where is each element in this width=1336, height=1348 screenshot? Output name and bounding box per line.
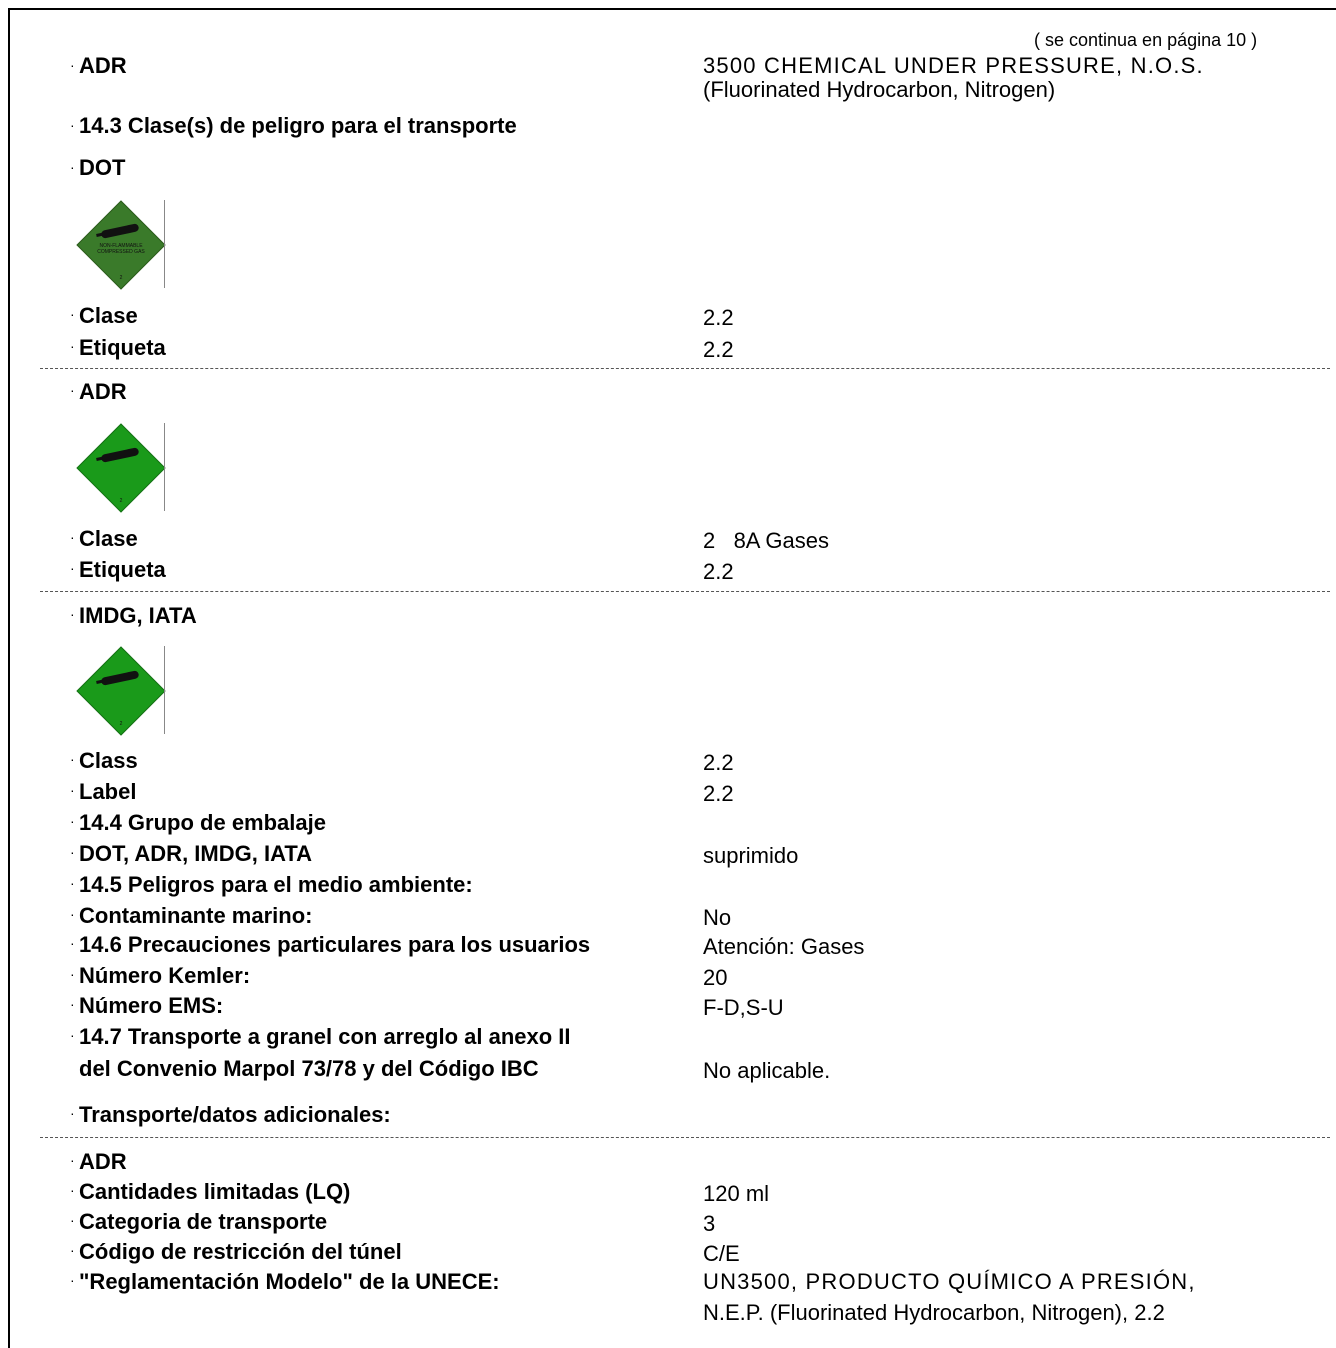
imdg-label-value: 2.2 bbox=[703, 781, 734, 806]
bullet: · bbox=[70, 159, 75, 175]
bullet: · bbox=[70, 338, 75, 354]
adr-heading: ADR bbox=[79, 379, 127, 404]
adr-top-value-line1: 3500 CHEMICAL UNDER PRESSURE, N.O.S. bbox=[703, 53, 1204, 78]
bullet: · bbox=[70, 813, 75, 829]
adr-hazard-pictogram bbox=[75, 422, 167, 514]
unece-value-line2: N.E.P. (Fluorinated Hydrocarbon, Nitrogen), 2.2 bbox=[703, 1300, 1165, 1325]
adr-extra-heading: ADR bbox=[79, 1149, 127, 1174]
dashed-divider bbox=[40, 1137, 1330, 1138]
bullet: · bbox=[70, 1242, 75, 1258]
bullet: · bbox=[70, 751, 75, 767]
imdg-hazard-pictogram bbox=[75, 645, 167, 737]
pictogram-divider bbox=[164, 646, 165, 734]
bullet: · bbox=[70, 996, 75, 1012]
bullet: · bbox=[70, 560, 75, 576]
section-14-6-label: 14.6 Precauciones particulares para los usuarios bbox=[79, 932, 591, 957]
transport-category-label: Categoria de transporte bbox=[79, 1209, 328, 1234]
pictogram-text-1: NON-FLAMMABLE bbox=[99, 243, 143, 249]
imdg-class-value: 2.2 bbox=[703, 750, 734, 775]
dot-hazard-pictogram bbox=[75, 199, 167, 291]
imdg-label-label: Label bbox=[79, 779, 137, 804]
dot-etiqueta-value: 2.2 bbox=[703, 337, 734, 362]
adr-clase-label: Clase bbox=[79, 526, 138, 551]
section-14-4-heading: 14.4 Grupo de embalaje bbox=[79, 810, 326, 835]
section-14-7-line2: del Convenio Marpol 73/78 y del Código IBC bbox=[79, 1056, 539, 1081]
kemler-label: Número Kemler: bbox=[79, 963, 251, 988]
packing-group-label: DOT, ADR, IMDG, IATA bbox=[79, 841, 313, 866]
adr-etiqueta-value: 2.2 bbox=[703, 559, 734, 584]
section-14-7-value: No aplicable. bbox=[703, 1058, 831, 1083]
pictogram-divider bbox=[164, 200, 165, 288]
dot-clase-value: 2.2 bbox=[703, 305, 734, 330]
kemler-value: 20 bbox=[703, 965, 728, 990]
bullet: · bbox=[70, 117, 75, 133]
pictogram-number: 2 bbox=[119, 275, 123, 281]
dot-etiqueta-label: Etiqueta bbox=[79, 335, 166, 360]
unece-value-line1: UN3500, PRODUCTO QUÍMICO A PRESIÓN, bbox=[703, 1269, 1196, 1294]
imdg-heading: IMDG, IATA bbox=[79, 603, 197, 628]
section-14-5-heading: 14.5 Peligros para el medio ambiente: bbox=[79, 872, 473, 897]
section-14-7-line1: 14.7 Transporte a granel con arreglo al anexo II bbox=[79, 1024, 571, 1049]
section-14-3-heading: 14.3 Clase(s) de peligro para el transporte bbox=[79, 113, 517, 138]
bullet: · bbox=[70, 382, 75, 398]
dot-heading: DOT bbox=[79, 155, 126, 180]
tunnel-code-value: C/E bbox=[703, 1241, 740, 1266]
pictogram-divider bbox=[164, 423, 165, 511]
bullet: · bbox=[70, 1105, 75, 1121]
bullet: · bbox=[70, 57, 75, 73]
ems-label: Número EMS: bbox=[79, 993, 224, 1018]
bullet: · bbox=[70, 1027, 75, 1043]
pictogram-number: 2 bbox=[119, 498, 123, 504]
ems-value: F-D,S-U bbox=[703, 995, 784, 1020]
limited-quantities-label: Cantidades limitadas (LQ) bbox=[79, 1179, 351, 1204]
pictogram-text-2: COMPRESSED GAS bbox=[97, 249, 145, 255]
section-14-6-value: Atención: Gases bbox=[703, 934, 865, 959]
transport-category-value: 3 bbox=[703, 1211, 716, 1236]
dashed-divider bbox=[40, 368, 1330, 369]
limited-quantities-value: 120 ml bbox=[703, 1181, 770, 1206]
bullet: · bbox=[70, 306, 75, 322]
adr-clase-value: 2 8A Gases bbox=[703, 528, 829, 553]
bullet: · bbox=[70, 966, 75, 982]
marine-pollutant-value: No bbox=[703, 905, 732, 930]
adr-top-value-line2: (Fluorinated Hydrocarbon, Nitrogen) bbox=[703, 77, 1056, 102]
bullet: · bbox=[70, 1272, 75, 1288]
bullet: · bbox=[70, 1152, 75, 1168]
marine-pollutant-label: Contaminante marino: bbox=[79, 903, 313, 928]
bullet: · bbox=[70, 1212, 75, 1228]
additional-data-heading: Transporte/datos adicionales: bbox=[79, 1102, 391, 1127]
bullet: · bbox=[70, 782, 75, 798]
bullet: · bbox=[70, 844, 75, 860]
bullet: · bbox=[70, 935, 75, 951]
adr-etiqueta-label: Etiqueta bbox=[79, 557, 166, 582]
imdg-class-label: Class bbox=[79, 748, 138, 773]
bullet: · bbox=[70, 606, 75, 622]
tunnel-code-label: Código de restricción del túnel bbox=[79, 1239, 402, 1264]
bullet: · bbox=[70, 529, 75, 545]
unece-label: "Reglamentación Modelo" de la UNECE: bbox=[79, 1269, 500, 1294]
continuation-note: ( se continua en página 10 ) bbox=[1034, 30, 1258, 50]
packing-group-value: suprimido bbox=[703, 843, 799, 868]
bullet: · bbox=[70, 875, 75, 891]
bullet: · bbox=[70, 906, 75, 922]
bullet: · bbox=[70, 1182, 75, 1198]
pictogram-number: 2 bbox=[119, 721, 123, 727]
page-frame bbox=[8, 8, 1336, 1348]
dashed-divider bbox=[40, 591, 1330, 592]
adr-top-label: ADR bbox=[79, 53, 127, 78]
dot-clase-label: Clase bbox=[79, 303, 138, 328]
